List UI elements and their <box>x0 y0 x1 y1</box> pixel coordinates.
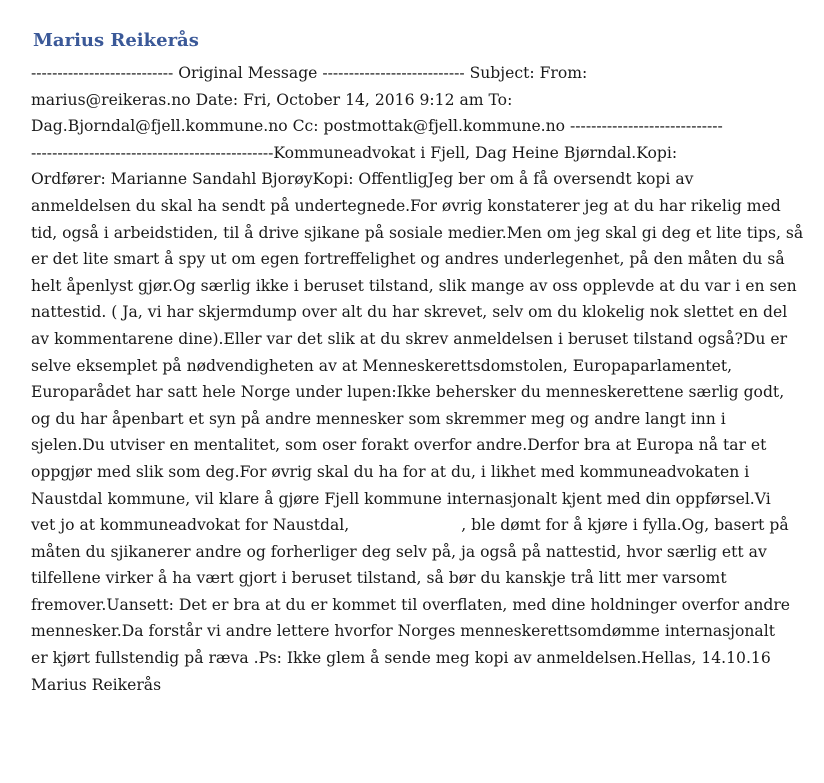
message-line: og du har åpenbart et syn på andre mennesker som skremmer meg og andre langt inn i <box>31 409 726 428</box>
message-line: fremover.Uansett: Det er bra at du er kommet til overflaten, med dine holdninger overfor andre <box>31 595 791 614</box>
message-line: av kommentarene dine).Eller var det slik at du skrev anmeldelsen i beruset tilstand også?Du er <box>31 329 788 348</box>
message-line: mennesker.Da forstår vi andre lettere hvorfor Norges menneskerettsomdømme internasjonalt <box>31 622 775 641</box>
message-line-redacted <box>31 512 801 539</box>
message-line: er kjørt fullstendig på ræva .Ps: Ikke glem å sende meg kopi av anmeldelsen.Hellas, 14.10.16 <box>31 649 771 668</box>
message-line: marius@reikeras.no Date: Fri, October 14, 2016 9:12 am To: <box>31 90 513 109</box>
message-line: oppgjør med slik som deg.For øvrig skal du ha for at du, i likhet med kommuneadvokaten i <box>31 462 750 481</box>
message-line: tilfellene virker å ha vært gjort i beruset tilstand, så bør du kanskje trå litt mer varsomt <box>31 569 727 588</box>
sender-name[interactable]: Marius Reikerås <box>33 30 199 51</box>
message-line: selve eksemplet på nødvendigheten av at Menneskerettsdomstolen, Europaparlamentet, <box>31 356 733 375</box>
message-line: Europarådet har satt hele Norge under lupen:Ikke behersker du menneskerettene særlig godt, <box>31 383 785 402</box>
message-line: er det lite smart å spy ut om egen fortreffelighet og andres underlegenhet, på den måten du så <box>31 250 785 269</box>
message-line: nattestid. ( Ja, vi har skjermdump over alt du har skrevet, selv om du klokelig nok slettet en del <box>31 303 788 322</box>
message-line: Ordfører: Marianne Sandahl BjorøyKopi: OffentligJeg ber om å få oversendt kopi av <box>31 170 694 189</box>
message-line: ----------------------------------------------Kommuneadvokat i Fjell, Dag Heine Bjørndal.Kopi: <box>31 143 678 162</box>
signature: Marius Reikerås <box>31 675 162 694</box>
message-line: Dag.Bjorndal@fjell.kommune.no Cc: postmottak@fjell.kommune.no ----------------------------- <box>31 117 723 136</box>
redacted-line-after: , ble dømt for å kjøre i fylla.Og, basert på <box>461 516 789 535</box>
message-line: anmeldelsen du skal ha sendt på undertegnede.For øvrig konstaterer jeg at du har rikelig med <box>31 196 781 215</box>
message-line: Naustdal kommune, vil klare å gjøre Fjell kommune internasjonalt kjent med din oppførsel.Vi <box>31 489 771 508</box>
message-line: helt åpenlyst gjør.Og særlig ikke i beruset tilstand, slik mange av oss opplevde at du var i en sen <box>31 276 797 295</box>
message-body <box>31 60 804 698</box>
message-line: --------------------------- Original Message --------------------------- Subject: From: <box>31 64 588 82</box>
message-line: måten du sjikanerer andre og forherliger deg selv på, ja også på nattestid, hvor særlig ett av <box>31 542 767 561</box>
redacted-line-before: vet jo at kommuneadvokat for Naustdal, <box>31 516 350 535</box>
message-line: tid, også i arbeidstiden, til å drive sjikane på sosiale medier.Men om jeg skal gi deg et lite tips, så <box>31 223 804 242</box>
message-line: sjelen.Du utviser en mentalitet, som oser forakt overfor andre.Derfor bra at Europa nå tar et <box>31 436 767 455</box>
